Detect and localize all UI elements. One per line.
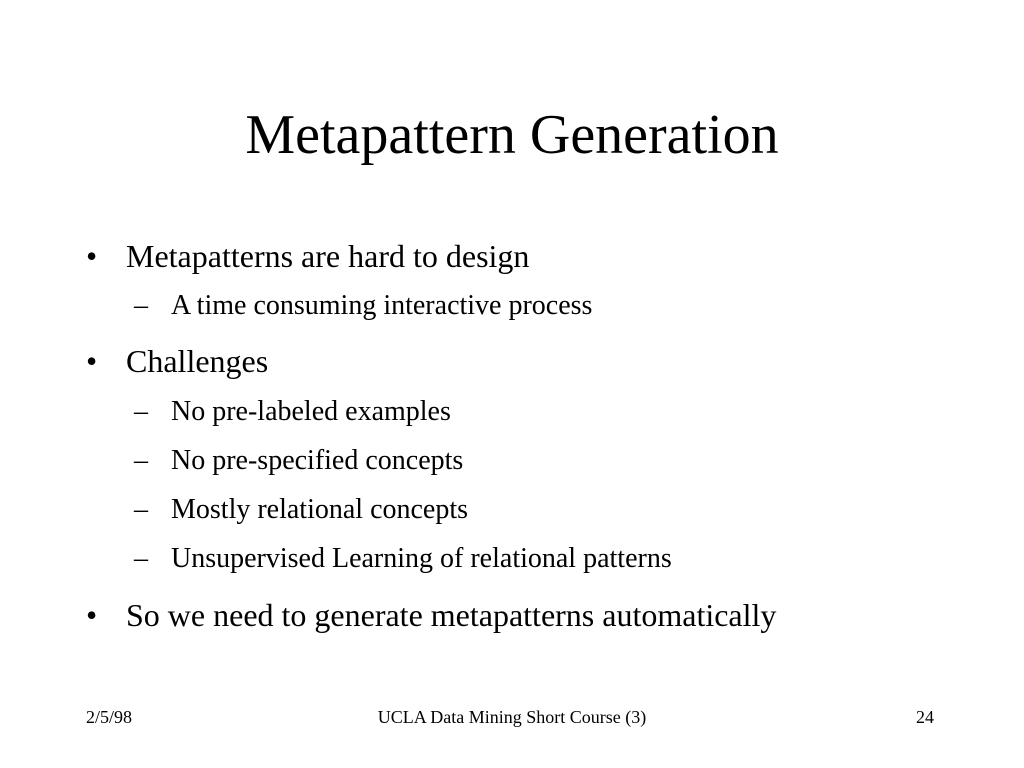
dash-marker: – [134, 543, 148, 574]
footer-date: 2/5/98 [86, 707, 133, 727]
bullet-marker: • [86, 597, 98, 633]
bullet-marker: • [86, 343, 98, 379]
dash-marker: – [134, 445, 148, 476]
sub-bullet-text: Mostly relational concepts [171, 494, 469, 525]
dash-marker: – [134, 494, 148, 525]
sub-bullet-text: No pre-specified concepts [171, 445, 464, 476]
bullet-text: So we need to generate metapatterns automatically [126, 597, 777, 633]
slide-title: Metapattern Generation [245, 104, 779, 166]
sub-bullet-text: No pre-labeled examples [171, 396, 451, 427]
dash-marker: – [134, 290, 148, 321]
dash-marker: – [134, 396, 148, 427]
bullet-text: Metapatterns are hard to design [126, 238, 530, 274]
bullet-marker: • [86, 238, 98, 274]
page-number: 24 [916, 707, 934, 727]
bullet-text: Challenges [126, 343, 269, 379]
footer-course-name: UCLA Data Mining Short Course (3) [377, 707, 647, 727]
sub-bullet-text: A time consuming interactive process [171, 290, 593, 321]
sub-bullet-text: Unsupervised Learning of relational patterns [171, 543, 672, 574]
